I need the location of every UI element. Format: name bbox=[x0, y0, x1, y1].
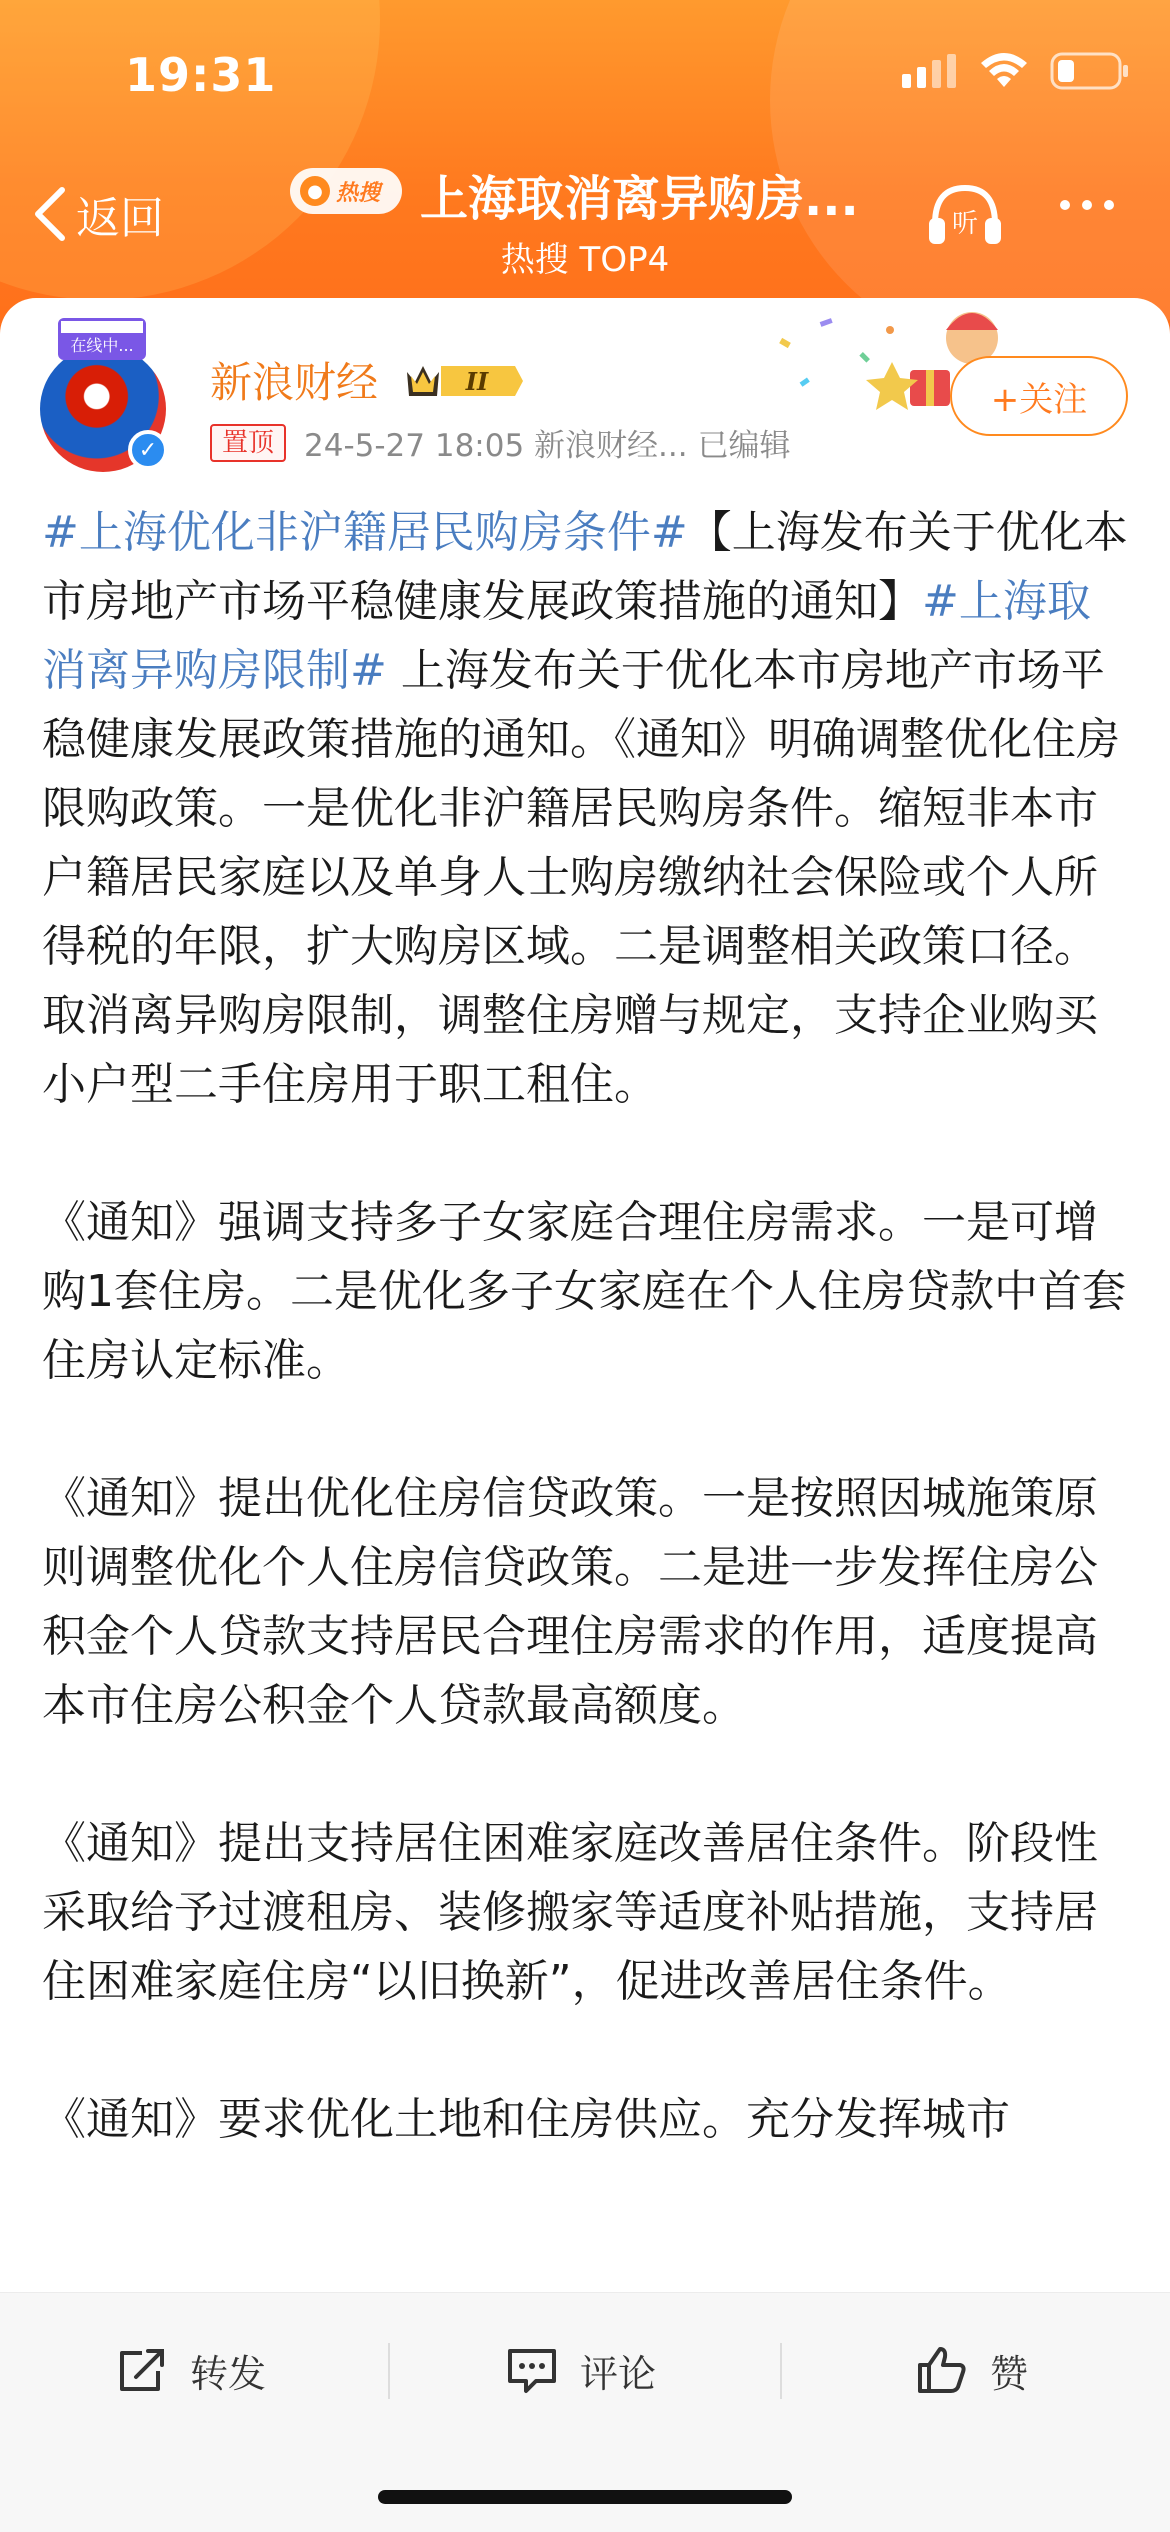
page-title: 上海取消离异购房... bbox=[420, 171, 859, 227]
author-avatar[interactable] bbox=[40, 318, 170, 468]
post-body bbox=[42, 498, 1132, 2223]
live-tag bbox=[58, 318, 146, 360]
comment-icon bbox=[506, 2345, 558, 2395]
chevron-left-icon bbox=[32, 186, 68, 242]
follow-label: +关注 bbox=[990, 379, 1088, 420]
post-text: 【上海发布关于优化本市房地产市场平稳健康发展政策措施的通知】 bbox=[42, 507, 1128, 627]
comment-label: 评论 bbox=[580, 2351, 657, 2396]
hashtag-link[interactable]: #上海取消离异购房限制# bbox=[42, 576, 1091, 696]
post-text: 上海发布关于优化本市房地产市场平稳健康发展政策措施的通知。《通知》明确调整优化住房限购政策。一是优化非沪籍居民购房条件。缩短非本市户籍居民家庭以及单身人士购房缴纳社会保险或个人所得税的年限，扩大购房区域。二是调整相关政策口径。取消离异购房限制，调整住房赠与规定，支持企业购买小户型二手住房用于职工租住。 bbox=[42, 645, 1120, 1110]
divider bbox=[388, 2343, 390, 2399]
flame-icon: ● bbox=[300, 176, 330, 206]
more-button[interactable] bbox=[1060, 200, 1114, 210]
more-dot bbox=[1060, 200, 1070, 210]
share-icon bbox=[116, 2345, 168, 2395]
post-paragraph: 《通知》提出支持居住困难家庭改善居住条件。阶段性采取给予过渡租房、装修搬家等适度补贴措施，支持居住困难家庭住房“以旧换新”，促进改善居住条件。 bbox=[42, 1818, 1098, 2007]
page-subtitle: 热搜 TOP4 bbox=[500, 240, 670, 280]
hashtag-link[interactable]: #上海优化非沪籍居民购房条件# bbox=[42, 507, 688, 558]
wifi-icon bbox=[980, 53, 1028, 89]
status-icons bbox=[902, 52, 1130, 90]
level-badge bbox=[405, 360, 523, 402]
thumbs-up-icon bbox=[916, 2345, 968, 2395]
post-meta-text: 24-5-27 18:05 新浪财经... 已编辑 bbox=[304, 428, 791, 464]
comment-button[interactable] bbox=[506, 2335, 656, 2405]
top-header bbox=[0, 0, 1170, 340]
listen-label: 听 bbox=[951, 209, 979, 239]
divider bbox=[780, 2343, 782, 2399]
post-paragraph: 《通知》强调支持多子女家庭合理住房需求。一是可增购1套住房。二是优化多子女家庭在个人住房贷款中首套住房认定标准。 bbox=[42, 1197, 1126, 1386]
repost-label: 转发 bbox=[190, 2351, 267, 2396]
back-button[interactable] bbox=[32, 182, 164, 246]
pinned-tag: 置顶 bbox=[210, 424, 286, 462]
post-paragraph: 《通知》要求优化土地和住房供应。充分发挥城市 bbox=[42, 2094, 1010, 2145]
like-label: 赞 bbox=[990, 2351, 1029, 2396]
post-paragraph bbox=[42, 498, 1132, 1119]
level-badge-label: II bbox=[465, 367, 489, 396]
post-paragraph: 《通知》提出优化住房信贷政策。一是按照因城施策原则调整优化个人住房信贷政策。二是进一步发挥住房公积金个人贷款支持居民合理住房需求的作用，适度提高本市住房公积金个人贷款最高额度。 bbox=[42, 1473, 1098, 1731]
like-button[interactable] bbox=[916, 2335, 1028, 2405]
battery-icon bbox=[1050, 52, 1130, 90]
home-indicator bbox=[378, 2490, 792, 2504]
follow-button[interactable] bbox=[950, 356, 1128, 436]
listen-button[interactable] bbox=[925, 180, 1005, 254]
hot-search-badge bbox=[290, 168, 402, 214]
author-name[interactable]: 新浪财经 bbox=[210, 358, 379, 407]
live-tag-label: 在线中... bbox=[61, 335, 143, 357]
verified-icon: ✓ bbox=[128, 430, 168, 470]
more-dot bbox=[1082, 200, 1092, 210]
headphones-icon bbox=[925, 180, 1005, 250]
repost-button[interactable] bbox=[116, 2335, 266, 2405]
post-meta bbox=[210, 420, 790, 465]
signal-icon bbox=[902, 54, 958, 88]
back-label: 返回 bbox=[76, 193, 164, 244]
status-time: 19:31 bbox=[125, 48, 277, 102]
more-dot bbox=[1104, 200, 1114, 210]
hot-badge-label: 热搜 bbox=[336, 180, 381, 206]
